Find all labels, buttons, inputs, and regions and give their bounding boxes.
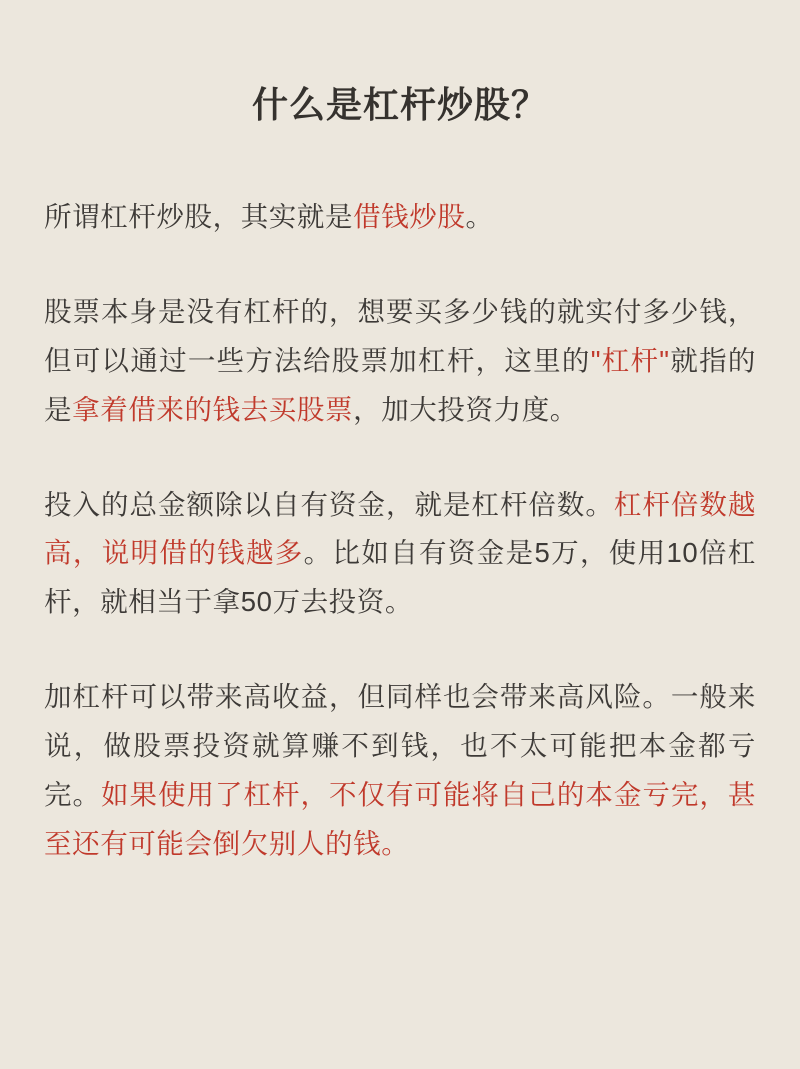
body-text: 。比如自有资金是5万，使用10倍杠杆，就相当于拿50万去投资。 (44, 537, 756, 618)
body-text: 加杠杆可以带来高收益，但同样也会带来高风险。一般来说，做股票投资就算赚不到钱，也不太可能把本金都亏完。 (44, 681, 756, 811)
body-text: 就指的是 (44, 344, 756, 425)
body-text: 。 (465, 200, 494, 232)
highlighted-text: 拿着借来的钱去买股票 (72, 393, 354, 425)
paragraph-2 (44, 288, 756, 435)
paragraph-4 (44, 673, 756, 869)
highlighted-text: 如果使用了杠杆，不仅有可能将自己的本金亏完，甚至还有可能会倒欠别人的钱。 (44, 779, 756, 860)
body-text: ，加大投资力度。 (353, 393, 578, 425)
document-body (44, 193, 756, 869)
body-text: 股票本身是没有杠杆的，想要买多少钱的就实付多少钱，但可以通过一些方法给股票加杠杆，这里的 (44, 295, 756, 376)
highlighted-text: 杠杆倍数越高，说明借的钱越多 (44, 488, 757, 569)
highlighted-text: 借钱炒股 (353, 200, 466, 232)
paragraph-3 (44, 481, 756, 628)
body-text: 所谓杠杆炒股，其实就是 (44, 200, 354, 232)
page-title: 什么是杠杆炒股？ (251, 84, 548, 125)
paragraph-1 (44, 193, 756, 242)
body-text: 投入的总金额除以自有资金，就是杠杆倍数。 (44, 488, 614, 520)
highlighted-text: "杠杆" (590, 344, 670, 376)
